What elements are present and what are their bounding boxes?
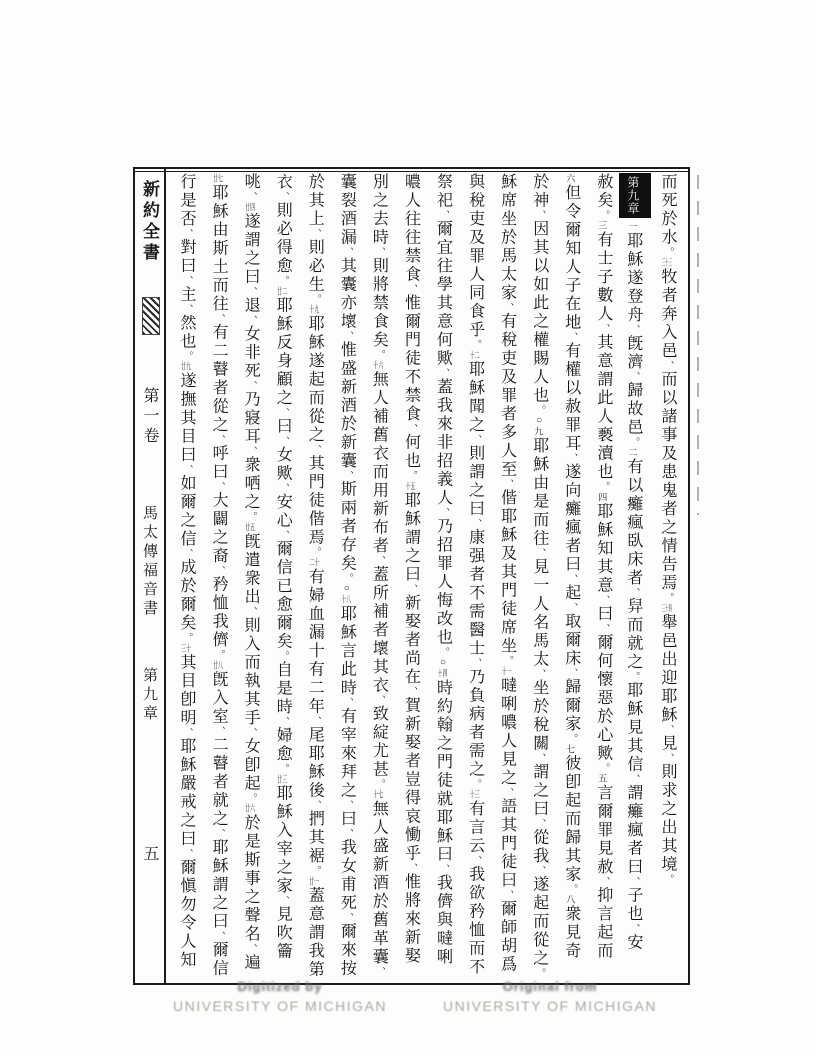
punctuation-mark: 、: [565, 602, 577, 613]
punctuation-mark: 、: [597, 323, 609, 334]
punctuation-mark: 、: [309, 444, 321, 455]
punctuation-mark: 、: [533, 818, 545, 829]
page-frame: [133, 167, 690, 985]
punctuation-mark: 、: [565, 332, 577, 342]
verse-number: 七: [566, 744, 576, 754]
verse-number: 十九: [309, 305, 320, 314]
punctuation-mark: 、: [277, 895, 289, 906]
punctuation-mark: 、: [597, 876, 609, 887]
punctuation-mark: 、: [405, 686, 417, 697]
verse-number: 廿一: [309, 876, 320, 886]
punctuation-mark: 、: [565, 574, 577, 584]
punctuation-mark: 、: [245, 727, 257, 738]
punctuation-mark: 、: [661, 724, 673, 735]
verse-number: 十六: [373, 360, 384, 370]
verse-number: 二十: [309, 558, 320, 567]
punctuation-mark: 、: [341, 828, 353, 839]
verse-number: 廿五: [245, 522, 256, 532]
punctuation-mark: 、: [341, 331, 353, 341]
punctuation-mark: 、: [437, 210, 449, 220]
punctuation-mark: 、: [277, 436, 289, 446]
punctuation-mark: 、: [245, 446, 257, 456]
hatch-ornament-icon: [142, 297, 160, 335]
punctuation-mark: 。: [565, 884, 577, 894]
punctuation-mark: 、: [277, 191, 289, 202]
punctuation-mark: 。: [245, 793, 257, 803]
punctuation-mark: 、: [533, 865, 545, 876]
punctuation-mark: 、: [469, 518, 481, 529]
punctuation-mark: 、: [469, 855, 481, 866]
punctuation-mark: 、: [277, 716, 289, 727]
scan-artifact: [697, 175, 699, 515]
punctuation-mark: 、: [213, 931, 225, 941]
text-column: 於神、因其以如此之權賜人也。○九耶穌由是而往、見一人名馬太、坐於稅關、謂之曰、從我、遂起而從之。: [530, 173, 548, 978]
punctuation-mark: 、: [661, 753, 673, 763]
punctuation-mark: 。: [245, 511, 257, 522]
punctuation-mark: 、: [627, 587, 639, 598]
punctuation-mark: 、: [341, 247, 353, 257]
punctuation-mark: 、: [181, 464, 192, 475]
text-column: 與稅吏及罪人同食乎。十二耶穌聞之、則謂之曰、康强者不需醫士、乃負病者需之。十三有言云、我欲矜恤而不: [466, 173, 484, 977]
punctuation-mark: 。: [533, 968, 545, 978]
university-text: UNIVERSITY OF MICHIGAN: [443, 998, 657, 1014]
punctuation-mark: 、: [501, 890, 513, 900]
punctuation-mark: 、: [181, 548, 192, 559]
punctuation-mark: 、: [437, 507, 449, 518]
punctuation-mark: 、: [501, 787, 513, 798]
punctuation-mark: 。: [277, 651, 289, 661]
text-column: 而死於水。三十三牧者奔入邑、而以諸事及患鬼者之情告焉。三十四舉邑出迎耶穌、見、則求之出其境。: [658, 173, 676, 884]
punctuation-mark: 。: [597, 481, 609, 492]
verse-number: 二: [628, 448, 638, 457]
book-name-label: 馬太傳福音書: [141, 505, 157, 619]
punctuation-mark: 、: [661, 360, 673, 371]
punctuation-mark: 。: [181, 351, 192, 361]
punctuation-mark: 、: [533, 753, 545, 763]
punctuation-mark: 、: [181, 727, 192, 738]
punctuation-mark: 、: [469, 434, 481, 445]
punctuation-mark: 、: [373, 247, 385, 257]
verse-number: 十三: [469, 790, 480, 799]
punctuation-mark: 、: [181, 304, 192, 314]
punctuation-mark: 。: [565, 733, 577, 744]
text-column: 穌席坐於馬太家、有稅吏及罪者多人至、偕耶穌及其門徒席坐。十一噠唎噥人見之、語其門徒曰、爾師胡爲: [498, 173, 516, 974]
text-column: 於其上、則必生。十九耶穌遂起而從之、其門徒偕焉。二十有婦血漏十有二年、尾耶穌後、捫其裾。廿一蓋意謂我第: [306, 173, 324, 979]
text-column: 祭祀、爾宜往學其意何歟、蓋我來非招義人、乃招罪人悔改也。○十四時約翰之門徒就耶穌曰、我儕與噠唎: [434, 173, 452, 967]
punctuation-mark: 、: [309, 716, 321, 726]
punctuation-mark: 。: [213, 649, 225, 660]
punctuation-mark: 、: [213, 434, 225, 445]
punctuation-mark: 、: [341, 800, 353, 810]
punctuation-mark: 、: [597, 595, 609, 605]
punctuation-mark: 。: [501, 655, 513, 666]
text-column: 六但令爾知人子在地、有權以赦罪耳、遂向癱瘋者曰、起、取爾床、歸爾家。七彼卽起而歸其家。八衆見奇: [562, 174, 580, 961]
punctuation-mark: 。: [597, 763, 609, 773]
verse-number: 九: [534, 427, 544, 436]
punctuation-mark: 、: [373, 695, 385, 705]
punctuation-mark: 。: [661, 592, 673, 603]
punctuation-mark: 、: [245, 191, 257, 202]
punctuation-mark: 、: [405, 584, 417, 594]
text-column: 赦矣。三有士子數人、其意謂此人褻瀆也。四耶穌知其意、曰、爾何懷惡於心歟。五言爾罪見赦、抑言起而: [594, 173, 612, 961]
punctuation-mark: 、: [373, 555, 385, 566]
punctuation-mark: 。: [181, 632, 192, 643]
punctuation-mark: ○: [341, 583, 353, 594]
columns: [166, 169, 688, 983]
punctuation-mark: 、: [627, 923, 639, 934]
punctuation-mark: 、: [533, 669, 545, 679]
punctuation-mark: 、: [213, 565, 225, 576]
volume-label: 第一卷: [141, 387, 158, 447]
verse-number: 四: [598, 492, 608, 502]
book-title: 新約全書: [140, 180, 159, 264]
punctuation-mark: 。: [341, 573, 353, 583]
punctuation-mark: 、: [341, 912, 353, 923]
digitized-by-text: Digitized by: [237, 979, 323, 994]
punctuation-mark: 、: [277, 483, 289, 493]
punctuation-mark: 、: [627, 371, 639, 382]
punctuation-mark: 。: [469, 779, 481, 789]
punctuation-mark: 。: [469, 339, 481, 350]
verse-number: 八: [566, 895, 576, 904]
verse-number: 廿二: [277, 286, 288, 296]
punctuation-mark: 、: [533, 548, 545, 558]
text-column: 囊裂酒漏、其囊亦壞、惟盛新酒於新囊、斯兩者存矣。○十八耶穌言此時、有宰來拜之、曰、我女甫死、爾來按: [338, 173, 356, 978]
verse-number: 三: [598, 221, 608, 230]
punctuation-mark: 、: [245, 380, 257, 391]
punctuation-mark: 。: [277, 763, 289, 774]
verse-number: 廿三: [277, 774, 288, 784]
punctuation-mark: 。: [661, 247, 673, 257]
punctuation-mark: 、: [245, 315, 257, 325]
text-column: 第九章一耶穌遂登舟、旣濟、歸故邑。二有以癱瘋臥床者、舁而就之。耶穌見其信、謂癱瘋者曰、子也、安: [619, 173, 651, 979]
punctuation-mark: 、: [245, 606, 257, 617]
verse-number: 十五: [405, 481, 416, 491]
original-from-text: Original from: [502, 979, 598, 994]
punctuation-mark: 、: [181, 848, 192, 859]
punctuation-mark: 。: [373, 349, 385, 360]
verse-number: 十二: [469, 350, 480, 360]
verse-number: 三十: [181, 643, 191, 653]
text-column: 別之去時、則將禁食矣。十六無人補舊衣而用新布者、蓋所補者壞其衣、致綻尤甚。十七無人盛新酒於舊革囊、: [370, 173, 388, 977]
margin-column: [135, 169, 166, 983]
verse-number: 三十四: [661, 603, 672, 613]
punctuation-mark: 、: [245, 943, 257, 954]
punctuation-mark: 、: [565, 668, 577, 678]
verse-number: 五: [598, 774, 608, 783]
punctuation-mark: 。: [533, 405, 545, 415]
punctuation-mark: 、: [277, 530, 289, 540]
punctuation-mark: 、: [627, 324, 639, 335]
punctuation-mark: 。: [373, 779, 385, 789]
chapter-label: 第九章: [141, 667, 157, 724]
text-column: 衣、則必得愈。廿二耶穌反身顧之、曰、女歟、安心、爾信已愈爾矣。自是時、婦愈。廿三耶穌入宰之家、見吹籥: [274, 173, 292, 961]
punctuation-mark: 。: [597, 210, 609, 220]
punctuation-mark: 。: [661, 874, 673, 884]
punctuation-mark: 。: [405, 470, 417, 481]
punctuation-mark: 、: [437, 368, 449, 378]
page-number: 五: [141, 845, 158, 865]
verse-number: 廿六: [245, 804, 256, 813]
punctuation-mark: 、: [213, 726, 225, 736]
punctuation-mark: 、: [405, 423, 417, 434]
watermark-right: [420, 979, 680, 1014]
chapter-heading-box: 第九章: [619, 173, 651, 218]
punctuation-mark: 。: [309, 865, 321, 876]
verse-number: 十七: [373, 790, 384, 799]
punctuation-mark: 、: [405, 284, 417, 294]
punctuation-mark: 、: [437, 864, 449, 874]
punctuation-mark: 、: [277, 407, 289, 418]
punctuation-mark: 、: [213, 481, 225, 492]
verse-number: 廿四: [245, 202, 256, 212]
punctuation-mark: 、: [597, 623, 609, 634]
verse-number: 十一: [501, 666, 512, 676]
verse-number: 十四: [437, 669, 448, 678]
punctuation-mark: 、: [469, 658, 481, 668]
punctuation-mark: 、: [501, 302, 513, 313]
text-column: 咷、廿四遂謂之曰、退、女非死、乃寢耳、衆哂之。廿五旣遣衆出、則入而執其手、女卽起。廿六於是斯事之聲名、遍: [242, 173, 260, 972]
watermark-left: [150, 979, 410, 1014]
verse-number: 廿七: [213, 174, 224, 183]
verse-number: 十八: [341, 595, 352, 604]
punctuation-mark: 。: [627, 437, 639, 447]
punctuation-mark: 。: [627, 671, 639, 682]
punctuation-mark: 。: [277, 275, 289, 286]
university-text: UNIVERSITY OF MICHIGAN: [173, 998, 387, 1014]
punctuation-mark: 。: [309, 294, 321, 304]
punctuation-mark: 、: [245, 286, 257, 297]
punctuation-mark: 、: [181, 275, 192, 286]
text-column: 行是否、對曰、主、然也。廿九遂撫其目曰、如爾之信、成於爾矣。三十其目卽明、耶穌嚴戒之曰、爾愼勿令人知: [178, 173, 195, 970]
text-column: 廿七耶穌由斯土而往、有二瞽者從之、呼曰、大闢之裔、矜恤我儕。廿八旣入室、二瞽者就之、耶穌謂之曰、爾信: [210, 174, 228, 978]
punctuation-mark: 、: [309, 800, 321, 810]
punctuation-mark: 、: [341, 697, 353, 708]
punctuation-mark: 、: [341, 470, 353, 481]
punctuation-mark: 、: [405, 863, 417, 873]
punctuation-mark: 、: [213, 828, 225, 839]
punctuation-mark: 、: [627, 876, 639, 887]
punctuation-mark: 、: [565, 453, 577, 463]
verse-number: 廿八: [213, 660, 224, 670]
punctuation-mark: 。: [437, 647, 449, 657]
punctuation-mark: ○: [437, 657, 449, 668]
verse-number: 三十三: [661, 258, 672, 267]
verse-number: 一: [628, 222, 638, 231]
punctuation-mark: 、: [181, 228, 192, 239]
punctuation-mark: 、: [533, 210, 545, 220]
punctuation-mark: 、: [501, 479, 513, 489]
text-column: 噥人往往禁食、惟爾門徒不禁食、何也。十五耶穌謂之曰、新娶者尚在、賀新娶者豈得哀慟乎、惟將來新娶: [402, 173, 420, 966]
verse-number: 六: [566, 174, 576, 183]
punctuation-mark: 。: [309, 547, 321, 557]
punctuation-mark: 、: [309, 228, 321, 239]
punctuation-mark: 、: [373, 966, 385, 977]
verse-number: 廿九: [181, 362, 191, 371]
punctuation-mark: 、: [213, 313, 225, 324]
punctuation-mark: ○: [533, 415, 545, 426]
punctuation-mark: 、: [627, 774, 639, 784]
